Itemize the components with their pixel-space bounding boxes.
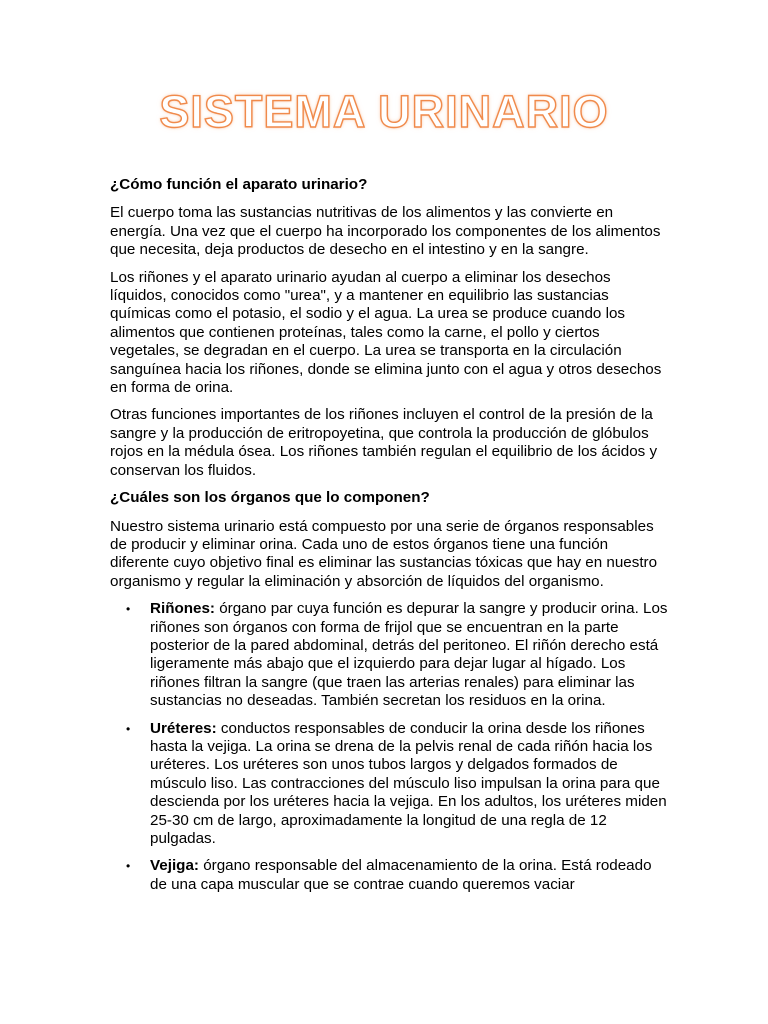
description-bladder: órgano responsable del almacenamiento de la orina. Está rodeado de una capa muscular que se contrae cuando queremos vaciar	[150, 857, 652, 893]
document-title: SISTEMA URINARIO	[159, 86, 609, 137]
bullet-marker: •	[126, 859, 131, 874]
paragraph-other-functions: Otras funciones importantes de los riñones incluyen el control de la presión de la sangre y la producción de eritropoyetina, que controla la producción de glóbulos rojos en la médula ósea. Los riñones también regulan el equilibrio de los ácidos y conservan los fluidos.	[110, 406, 658, 479]
paragraph-nutrients: El cuerpo toma las sustancias nutritivas de los alimentos y las convierte en energía. Una vez que el cuerpo ha incorporado los componentes de los alimentos que necesita, deja productos de desecho en el intestino y en la sangre.	[110, 204, 661, 259]
organ-list	[110, 600, 670, 894]
list-item-kidneys	[110, 600, 670, 710]
paragraph-kidneys-waste: Los riñones y el aparato urinario ayudan al cuerpo a eliminar los desechos líquidos, conocidos como "urea", y a mantener en equilibrio las sustancias químicas como el potasio, el sodio y el agua. La urea se produce cuando los alimentos que contienen proteínas, tales como la carne, el pollo y ciertos vegetales, se degradan en el cuerpo. La urea se transporta en la circulación sanguínea hacia los riñones, donde se elimina junto con el agua y otros desechos en forma de orina.	[110, 268, 662, 397]
document-body	[110, 176, 670, 903]
paragraph-system-composition: Nuestro sistema urinario está compuesto por una serie de órganos responsables de producir y eliminar orina. Cada uno de estos órganos tiene una función diferente cuyo objetivo final es eliminar las sustancias tóxicas que hay en nuestro organismo y regular la eliminación y absorción de líquidos del organismo.	[110, 517, 658, 590]
term-kidneys: Riñones:	[150, 600, 215, 618]
term-bladder: Vejiga:	[150, 857, 199, 875]
list-item-bladder	[110, 857, 670, 894]
bullet-marker: •	[126, 721, 131, 736]
description-ureters: conductos responsables de conducir la orina desde los riñones hasta la vejiga. La orina se drena de la pelvis renal de cada riñón hacia los uréteres. Los uréteres son unos tubos largos y delgados formados de músculo liso. Las contracciones del músculo liso impulsan la orina para que descienda por los uréteres hacia la vejiga. En los adultos, los uréteres miden 25-30 cm de largo, aproximadamente la longitud de una regla de 12 pulgadas.	[150, 719, 667, 847]
question-heading-function: ¿Cómo función el aparato urinario?	[110, 176, 368, 193]
bullet-marker: •	[126, 602, 131, 617]
description-kidneys: órgano par cuya función es depurar la sangre y producir orina. Los riñones son órganos con forma de frijol que se encuentran en la parte posterior de la pared abdominal, detrás del peritoneo. El riñón derecho está ligeramente más abajo que el izquierdo para dejar lugar al hígado. Los riñones filtran la sangre (que traen las arterias renales) para eliminar las sustancias no deseadas. También secretan los residuos en la orina.	[150, 600, 668, 710]
question-heading-organs: ¿Cuáles son los órganos que lo componen?	[110, 489, 430, 507]
term-ureters: Uréteres:	[150, 719, 217, 737]
list-item-ureters	[110, 720, 670, 849]
